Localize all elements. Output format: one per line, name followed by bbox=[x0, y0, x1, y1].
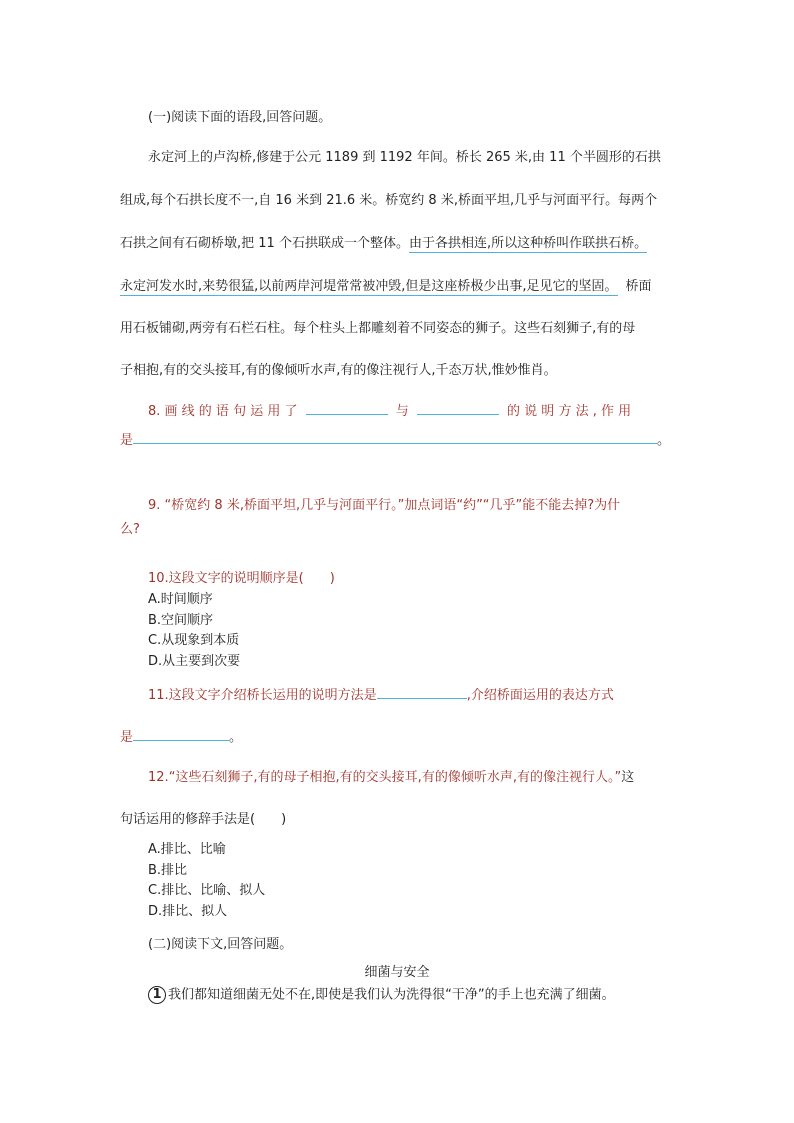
passage-line-4-plain: 桥面 bbox=[625, 279, 652, 294]
q12-quote-tail: 这 bbox=[621, 770, 635, 785]
paragraph-number-1: 1 bbox=[148, 986, 166, 1004]
q8-line-2 bbox=[120, 431, 670, 449]
q12-option-d[interactable]: D.排比、拟人 bbox=[148, 904, 228, 919]
q8-blank-1[interactable] bbox=[306, 402, 388, 415]
q10-stem: 10.这段文字的说明顺序是( ) bbox=[148, 571, 335, 586]
q12-option-a[interactable]: A.排比、比喻 bbox=[148, 842, 226, 857]
q8-blank-2[interactable] bbox=[417, 402, 499, 415]
q10-option-b[interactable]: B.空间顺序 bbox=[148, 613, 214, 628]
q9-quote: “桥宽约 8 米,桥面平坦,几乎与河面平行。” bbox=[164, 498, 405, 513]
section2-heading: (二)阅读下文,回答问题。 bbox=[148, 937, 293, 952]
q11-line-2 bbox=[120, 728, 242, 746]
q11-line2-prefix: 是 bbox=[120, 730, 134, 745]
q8-line2-prefix: 是 bbox=[120, 433, 134, 448]
q12-option-c[interactable]: C.排比、比喻、拟人 bbox=[148, 883, 266, 898]
q12-line-1 bbox=[148, 770, 634, 786]
q12-quote: “这些石刻狮子,有的母子相抱,有的交头接耳,有的像倾听水声,有的像注视行人。” bbox=[168, 770, 622, 785]
q8-line-1 bbox=[148, 402, 631, 420]
q9-question: 加点词语“约”“几乎”能不能去掉?为什 bbox=[404, 498, 621, 513]
q9-number: 9. bbox=[148, 498, 161, 513]
underlined-sentence-1: 由于各拱相连,所以这种桥叫作联拱石桥。 bbox=[408, 236, 648, 251]
passage-line-4 bbox=[120, 279, 652, 295]
q9-line-2: 么? bbox=[120, 522, 140, 537]
q10-option-a[interactable]: A.时间顺序 bbox=[148, 592, 213, 607]
q12-number: 12. bbox=[148, 770, 169, 785]
paragraph-1 bbox=[148, 986, 615, 1004]
q10-option-c[interactable]: C.从现象到本质 bbox=[148, 633, 240, 648]
article-title: 细菌与安全 bbox=[364, 965, 430, 980]
passage-line-1: 永定河上的卢沟桥,修建于公元 1189 到 1192 年间。桥长 265 米,由 11 个半圆形的石拱 bbox=[148, 150, 661, 165]
q12-option-b[interactable]: B.排比 bbox=[148, 863, 188, 878]
q11-blank-1[interactable] bbox=[377, 686, 467, 699]
underlined-sentence-2: 永定河发水时,来势很猛,以前两岸河堤常常被冲毁,但是这座桥极少出事,足见它的坚固。 bbox=[120, 279, 618, 294]
q8-text-1: 8. 画 线 的 语 句 运 用 了 bbox=[148, 404, 298, 419]
q11-line2-suffix: 。 bbox=[229, 730, 243, 745]
q11-text-1: 11.这段文字介绍桥长运用的说明方法是 bbox=[148, 688, 377, 703]
passage-line-3 bbox=[120, 236, 647, 252]
section1-heading: (一)阅读下面的语段,回答问题。 bbox=[148, 110, 332, 125]
q11-text-2: ,介绍桥面运用的表达方式 bbox=[466, 688, 614, 703]
q8-blank-3[interactable] bbox=[133, 431, 657, 444]
q11-line-1 bbox=[148, 686, 614, 704]
q11-blank-2[interactable] bbox=[133, 728, 229, 741]
q12-line-2: 句话运用的修辞手法是( ) bbox=[120, 812, 287, 827]
paragraph-1-text: 我们都知道细菌无处不在,即使是我们认为洗得很“干净”的手上也充满了细菌。 bbox=[168, 987, 615, 1003]
passage-line-6: 子相抱,有的交头接耳,有的像倾听水声,有的像注视行人,千态万状,惟妙惟肖。 bbox=[120, 363, 557, 378]
passage-line-3-plain: 石拱之间有石砌桥墩,把 11 个石拱联成一个整体。 bbox=[120, 236, 409, 251]
q8-line2-suffix: 。 bbox=[657, 433, 671, 448]
passage-line-5: 用石板铺砌,两旁有石栏石柱。每个柱头上都雕刻着不同姿态的狮子。这些石刻狮子,有的母 bbox=[120, 321, 636, 336]
passage-line-2: 组成,每个石拱长度不一,自 16 米到 21.6 米。桥宽约 8 米,桥面平坦,几乎与河面平行。每两个 bbox=[120, 193, 658, 208]
q9-line-1 bbox=[148, 498, 620, 514]
q8-text-2: 与 bbox=[395, 404, 409, 419]
q8-text-3: 的 说 明 方 法 , 作 用 bbox=[507, 404, 632, 419]
q10-option-d[interactable]: D.从主要到次要 bbox=[148, 654, 241, 669]
